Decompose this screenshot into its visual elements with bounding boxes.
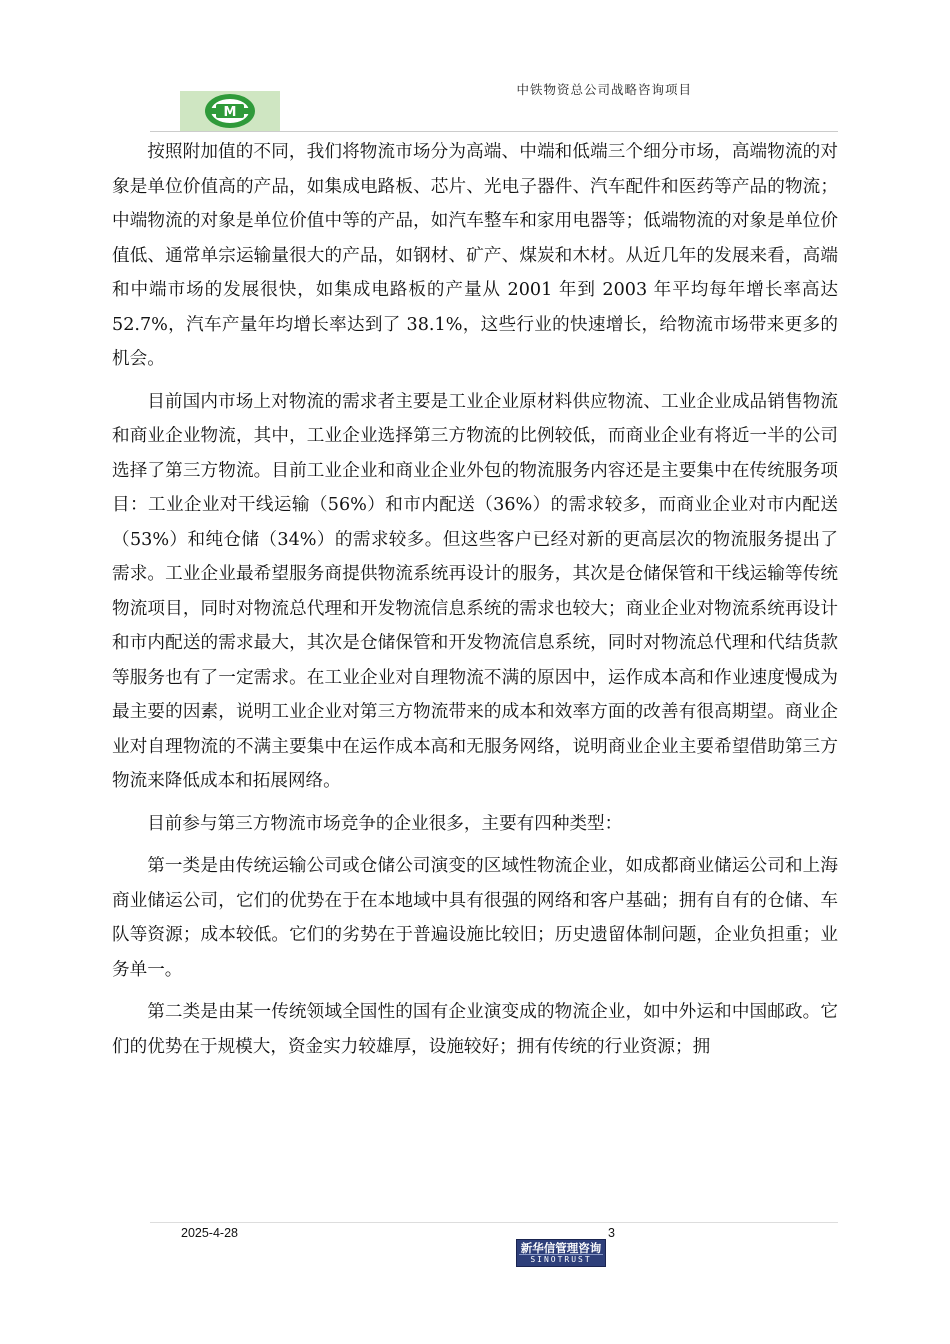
paragraph-type-two: 第二类是由某一传统领域全国性的国有企业演变成的物流企业，如中外运和中国邮政。它们的优势在于规模大，资金实力较雄厚，设施较好；拥有传统的行业资源；拥: [112, 1002, 838, 1057]
header-divider: [150, 131, 838, 132]
paragraph-type-one: 第一类是由传统运输公司或仓储公司演变的区域性物流企业，如成都商业储运公司和上海商业储运公司，它们的优势在于在本地域中具有很强的网络和客户基础；拥有自有的仓储、车队等资源；成本较低。它们的劣势在于普遍设施比较旧；历史遗留体制问题，企业负担重；业务单一。: [112, 856, 838, 980]
logo-letter: M: [223, 105, 237, 120]
company-logo: [180, 91, 280, 131]
page-number: 3: [608, 1226, 615, 1240]
sinotrust-logo: [516, 1239, 606, 1267]
body-text: [112, 135, 838, 1064]
sinotrust-logo-en: SINOTRUST: [519, 1254, 603, 1265]
paragraph-competitor-types: 目前参与第三方物流市场竞争的企业很多，主要有四种类型：: [147, 813, 623, 834]
paragraph-market-segments: 按照附加值的不同，我们将物流市场分为高端、中端和低端三个细分市场，高端物流的对象是单位价值高的产品，如集成电路板、芯片、光电子器件、汽车配件和医药等产品的物流；中端物流的对象是单位价值中等的产品，如汽车整车和家用电器等；低端物流的对象是单位价值低、通常单宗运输量很大的产品，如钢材、矿产、煤炭和木材。从近几年的发展来看，高端和中端市场的发展很快，如集成电路板的产量从 2001 年到 2003 年平均每年增长率高达 52.7%，汽车产量年均增长率达到了 38.1%，这些行业的快速增长，给物流市场带来更多的机会。: [112, 142, 838, 369]
paragraph-demand: 目前国内市场上对物流的需求者主要是工业企业原材料供应物流、工业企业成品销售物流和商业企业物流，其中，工业企业选择第三方物流的比例较低，而商业企业有将近一半的公司选择了第三方物流。目前工业企业和商业企业外包的物流服务内容还是主要集中在传统服务项目：工业企业对干线运输（56%）和市内配送（36%）的需求较多，而商业企业对市内配送（53%）和纯仓储（34%）的需求较多。但这些客户已经对新的更高层次的物流服务提出了需求。工业企业最希望服务商提供物流系统再设计的服务，其次是仓储保管和干线运输等传统物流项目，同时对物流总代理和开发物流信息系统的需求也较大；商业企业对物流系统再设计和市内配送的需求最大，其次是仓储保管和开发物流信息系统，同时对物流总代理和代结货款等服务也有了一定需求。在工业企业对自理物流不满的原因中，运作成本高和作业速度慢成为最主要的因素，说明工业企业对第三方物流带来的成本和效率方面的改善有很高期望。商业企业对自理物流的不满主要集中在运作成本高和无服务网络，说明商业企业主要希望借助第三方物流来降低成本和拓展网络。: [112, 391, 838, 791]
footer-date: 2025-4-28: [181, 1226, 238, 1240]
railway-logo-icon: [202, 91, 258, 131]
header-title: 中铁物资总公司战略咨询项目: [516, 82, 692, 97]
sinotrust-logo-cn: 新华信管理咨询: [520, 1241, 602, 1255]
footer-divider: [150, 1222, 838, 1223]
